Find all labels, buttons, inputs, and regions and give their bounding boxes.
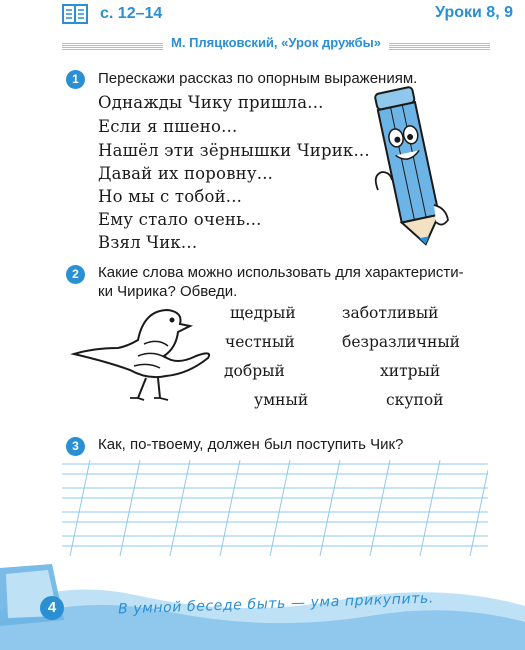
word-smart[interactable]: умный [254,391,309,409]
task-number-2: 2 [66,265,85,284]
writing-lines[interactable] [62,460,488,560]
phrase-1: Однажды Чику пришла... [98,93,324,112]
page-range: с. 12–14 [100,5,163,22]
word-caring[interactable]: заботливый [342,304,439,322]
word-cunning[interactable]: хитрый [380,362,441,380]
phrase-5: Но мы с тобой... [98,187,243,206]
proverb: В умной беседе быть — ума прикупить. [117,590,435,618]
title-banner [62,34,490,56]
word-stingy[interactable]: скупой [386,391,444,409]
word-honest[interactable]: честный [225,333,295,351]
task-2-text-line1: Какие слова можно использовать для характеристи- [98,264,464,281]
task-3-text: Как, по-твоему, должен был поступить Чик? [98,436,404,453]
phrase-2: Если я пшено... [98,117,238,136]
task-2-text-line2: ки Чирика? Обведи. [98,283,238,300]
word-kind[interactable]: добрый [224,362,285,380]
open-book-icon [62,4,88,24]
phrase-7: Взял Чик... [98,233,198,252]
header-left [62,4,162,24]
phrase-3: Нашёл эти зёрнышки Чирик... [98,141,370,160]
word-generous[interactable]: щедрый [230,304,296,322]
pencil-character-illustration [368,80,458,250]
bird-illustration [68,300,218,405]
phrase-6: Ему стало очень... [98,210,262,229]
page-number: 4 [40,596,64,620]
word-indifferent[interactable]: безразличный [342,333,460,351]
task-1-text: Перескажи рассказ по опорным выражениям. [98,70,418,87]
task-number-1: 1 [66,70,85,89]
banner-title: М. Пляцковский, «Урок дружбы» [163,35,389,50]
lessons-label: Уроки 8, 9 [435,4,513,21]
phrase-4: Давай их поровну... [98,164,274,183]
task-number-3: 3 [66,437,85,456]
